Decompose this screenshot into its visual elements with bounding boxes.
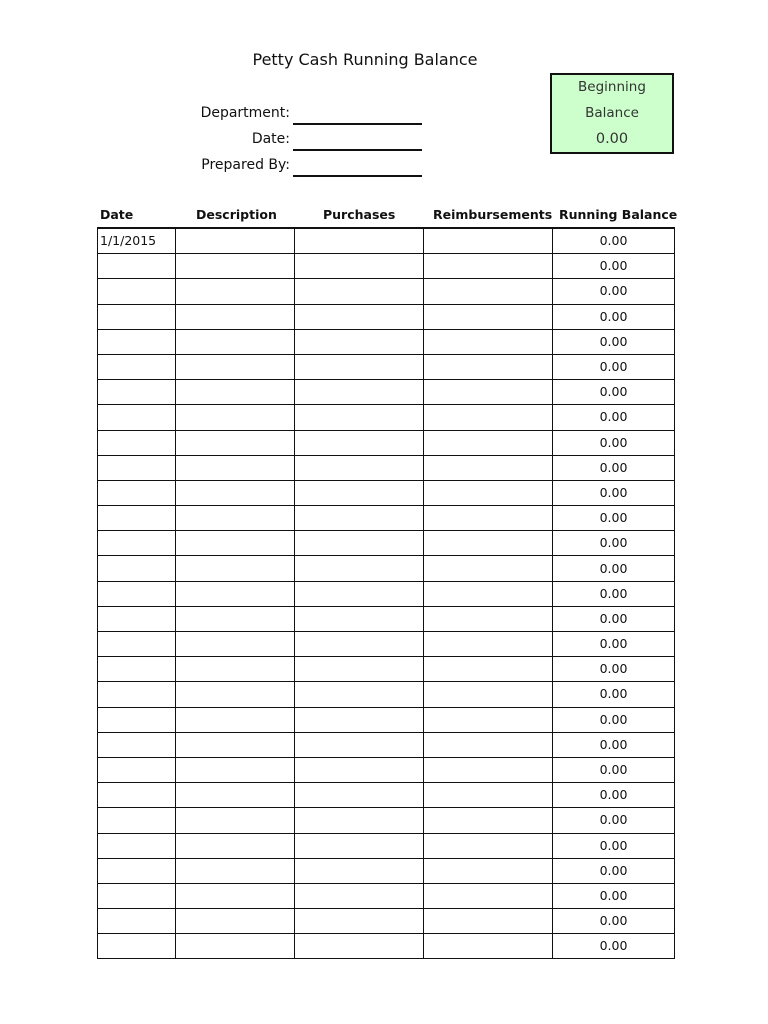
column-header-date: Date (100, 207, 134, 222)
running-balance-cell[interactable]: 0.00 (553, 506, 675, 531)
date-cell[interactable] (98, 909, 176, 934)
purchases-cell[interactable] (295, 556, 424, 581)
description-cell[interactable] (176, 757, 295, 782)
running-balance-cell[interactable]: 0.00 (553, 808, 675, 833)
purchases-cell[interactable] (295, 430, 424, 455)
reimbursements-cell[interactable] (424, 480, 553, 505)
reimbursements-cell[interactable] (424, 833, 553, 858)
description-cell[interactable] (176, 254, 295, 279)
reimbursements-cell[interactable] (424, 329, 553, 354)
description-cell[interactable] (176, 783, 295, 808)
reimbursements-cell[interactable] (424, 354, 553, 379)
reimbursements-cell[interactable] (424, 858, 553, 883)
purchases-cell[interactable] (295, 909, 424, 934)
purchases-cell[interactable] (295, 833, 424, 858)
beginning-balance-label-line1: Beginning (578, 79, 646, 95)
purchases-cell[interactable] (295, 808, 424, 833)
reimbursements-cell[interactable] (424, 430, 553, 455)
table-row (98, 732, 675, 757)
running-balance-cell[interactable]: 0.00 (553, 380, 675, 405)
purchases-cell[interactable] (295, 858, 424, 883)
running-balance-cell[interactable]: 0.00 (553, 909, 675, 934)
description-cell[interactable] (176, 657, 295, 682)
running-balance-cell[interactable]: 0.00 (553, 833, 675, 858)
date-cell[interactable] (98, 455, 176, 480)
table-row (98, 304, 675, 329)
purchases-cell[interactable] (295, 506, 424, 531)
description-cell[interactable] (176, 329, 295, 354)
running-balance-cell[interactable]: 0.00 (553, 329, 675, 354)
reimbursements-cell[interactable] (424, 455, 553, 480)
description-cell[interactable] (176, 632, 295, 657)
reimbursements-cell[interactable] (424, 757, 553, 782)
date-cell[interactable] (98, 934, 176, 959)
purchases-cell[interactable] (295, 304, 424, 329)
reimbursements-cell[interactable] (424, 279, 553, 304)
date-cell[interactable] (98, 354, 176, 379)
table-row (98, 228, 675, 254)
table-row (98, 279, 675, 304)
running-balance-cell[interactable]: 0.00 (553, 632, 675, 657)
table-row (98, 480, 675, 505)
date-field[interactable] (293, 149, 422, 151)
running-balance-cell[interactable]: 0.00 (553, 455, 675, 480)
date-cell[interactable] (98, 279, 176, 304)
purchases-cell[interactable] (295, 707, 424, 732)
date-cell[interactable] (98, 632, 176, 657)
purchases-cell[interactable] (295, 329, 424, 354)
date-label: Date: (251, 131, 290, 147)
running-balance-cell[interactable]: 0.00 (553, 228, 675, 254)
description-cell[interactable] (176, 531, 295, 556)
table-row (98, 657, 675, 682)
table-row (98, 833, 675, 858)
purchases-cell[interactable] (295, 405, 424, 430)
date-cell[interactable] (98, 430, 176, 455)
description-cell[interactable] (176, 480, 295, 505)
date-cell[interactable] (98, 606, 176, 631)
purchases-cell[interactable] (295, 480, 424, 505)
ledger-table (97, 227, 675, 959)
purchases-cell[interactable] (295, 606, 424, 631)
running-balance-cell[interactable]: 0.00 (553, 405, 675, 430)
table-row (98, 808, 675, 833)
description-cell[interactable] (176, 808, 295, 833)
purchases-cell[interactable] (295, 279, 424, 304)
description-cell[interactable] (176, 354, 295, 379)
description-cell[interactable] (176, 304, 295, 329)
table-row (98, 934, 675, 959)
description-cell[interactable] (176, 455, 295, 480)
date-cell[interactable] (98, 757, 176, 782)
running-balance-cell[interactable]: 0.00 (553, 606, 675, 631)
department-field[interactable] (293, 123, 422, 125)
table-row (98, 329, 675, 354)
description-cell[interactable] (176, 405, 295, 430)
date-cell[interactable] (98, 783, 176, 808)
reimbursements-cell[interactable] (424, 682, 553, 707)
description-cell[interactable] (176, 883, 295, 908)
description-cell[interactable] (176, 934, 295, 959)
description-cell[interactable] (176, 430, 295, 455)
reimbursements-cell[interactable] (424, 228, 553, 254)
description-cell[interactable] (176, 581, 295, 606)
table-row (98, 354, 675, 379)
reimbursements-cell[interactable] (424, 707, 553, 732)
reimbursements-cell[interactable] (424, 506, 553, 531)
beginning-balance-label-line2: Balance (585, 105, 639, 121)
purchases-cell[interactable] (295, 657, 424, 682)
table-row (98, 883, 675, 908)
beginning-balance-value[interactable]: 0.00 (595, 131, 629, 147)
date-cell[interactable] (98, 732, 176, 757)
running-balance-cell[interactable]: 0.00 (553, 783, 675, 808)
column-header-description: Description (196, 207, 277, 222)
department-label: Department: (200, 105, 290, 121)
date-cell[interactable] (98, 380, 176, 405)
column-header-running-balance: Running Balance (559, 207, 678, 222)
table-row (98, 405, 675, 430)
reimbursements-cell[interactable] (424, 934, 553, 959)
page-title: Petty Cash Running Balance (252, 50, 478, 69)
purchases-cell[interactable] (295, 380, 424, 405)
reimbursements-cell[interactable] (424, 783, 553, 808)
date-cell[interactable] (98, 883, 176, 908)
date-cell[interactable] (98, 808, 176, 833)
date-cell[interactable] (98, 833, 176, 858)
description-cell[interactable] (176, 682, 295, 707)
purchases-cell[interactable] (295, 228, 424, 254)
table-row (98, 581, 675, 606)
prepared-by-label: Prepared By: (201, 157, 290, 173)
table-row (98, 909, 675, 934)
purchases-cell[interactable] (295, 354, 424, 379)
table-row (98, 606, 675, 631)
purchases-cell[interactable] (295, 531, 424, 556)
date-cell[interactable] (98, 531, 176, 556)
running-balance-cell[interactable]: 0.00 (553, 934, 675, 959)
running-balance-cell[interactable]: 0.00 (553, 707, 675, 732)
description-cell[interactable] (176, 909, 295, 934)
running-balance-cell[interactable]: 0.00 (553, 757, 675, 782)
date-cell[interactable] (98, 858, 176, 883)
date-cell[interactable] (98, 254, 176, 279)
purchases-cell[interactable] (295, 883, 424, 908)
reimbursements-cell[interactable] (424, 556, 553, 581)
reimbursements-cell[interactable] (424, 632, 553, 657)
purchases-cell[interactable] (295, 732, 424, 757)
date-cell[interactable] (98, 304, 176, 329)
table-row (98, 556, 675, 581)
running-balance-cell[interactable]: 0.00 (553, 354, 675, 379)
running-balance-cell[interactable]: 0.00 (553, 279, 675, 304)
column-header-purchases: Purchases (323, 207, 396, 222)
reimbursements-cell[interactable] (424, 304, 553, 329)
table-row (98, 757, 675, 782)
running-balance-cell[interactable]: 0.00 (553, 732, 675, 757)
description-cell[interactable] (176, 380, 295, 405)
description-cell[interactable] (176, 858, 295, 883)
purchases-cell[interactable] (295, 783, 424, 808)
purchases-cell[interactable] (295, 581, 424, 606)
date-cell[interactable] (98, 707, 176, 732)
reimbursements-cell[interactable] (424, 254, 553, 279)
table-row (98, 707, 675, 732)
date-cell[interactable] (98, 657, 176, 682)
date-cell[interactable] (98, 506, 176, 531)
description-cell[interactable] (176, 279, 295, 304)
reimbursements-cell[interactable] (424, 606, 553, 631)
description-cell[interactable] (176, 556, 295, 581)
reimbursements-cell[interactable] (424, 883, 553, 908)
running-balance-cell[interactable]: 0.00 (553, 883, 675, 908)
reimbursements-cell[interactable] (424, 808, 553, 833)
column-header-reimbursements: Reimbursements (433, 207, 553, 222)
purchases-cell[interactable] (295, 934, 424, 959)
description-cell[interactable] (176, 732, 295, 757)
table-row (98, 783, 675, 808)
reimbursements-cell[interactable] (424, 531, 553, 556)
reimbursements-cell[interactable] (424, 380, 553, 405)
table-row (98, 430, 675, 455)
table-row (98, 380, 675, 405)
description-cell[interactable] (176, 833, 295, 858)
purchases-cell[interactable] (295, 632, 424, 657)
running-balance-cell[interactable]: 0.00 (553, 480, 675, 505)
running-balance-cell[interactable]: 0.00 (553, 682, 675, 707)
date-cell[interactable] (98, 480, 176, 505)
table-row (98, 506, 675, 531)
purchases-cell[interactable] (295, 455, 424, 480)
running-balance-cell[interactable]: 0.00 (553, 304, 675, 329)
description-cell[interactable] (176, 707, 295, 732)
reimbursements-cell[interactable] (424, 581, 553, 606)
reimbursements-cell[interactable] (424, 909, 553, 934)
running-balance-cell[interactable]: 0.00 (553, 581, 675, 606)
ledger-body (98, 228, 675, 959)
running-balance-cell[interactable]: 0.00 (553, 556, 675, 581)
date-cell[interactable]: 1/1/2015 (98, 228, 176, 254)
date-cell[interactable] (98, 405, 176, 430)
purchases-cell[interactable] (295, 682, 424, 707)
date-cell[interactable] (98, 556, 176, 581)
description-cell[interactable] (176, 606, 295, 631)
beginning-balance-box[interactable] (550, 73, 674, 154)
date-cell[interactable] (98, 329, 176, 354)
table-row (98, 531, 675, 556)
running-balance-cell[interactable]: 0.00 (553, 430, 675, 455)
description-cell[interactable] (176, 228, 295, 254)
running-balance-cell[interactable]: 0.00 (553, 531, 675, 556)
reimbursements-cell[interactable] (424, 657, 553, 682)
running-balance-cell[interactable]: 0.00 (553, 657, 675, 682)
table-row (98, 858, 675, 883)
running-balance-cell[interactable]: 0.00 (553, 254, 675, 279)
table-row (98, 632, 675, 657)
date-cell[interactable] (98, 682, 176, 707)
table-row (98, 254, 675, 279)
purchases-cell[interactable] (295, 254, 424, 279)
purchases-cell[interactable] (295, 757, 424, 782)
prepared-by-field[interactable] (293, 175, 422, 177)
date-cell[interactable] (98, 581, 176, 606)
reimbursements-cell[interactable] (424, 405, 553, 430)
running-balance-cell[interactable]: 0.00 (553, 858, 675, 883)
description-cell[interactable] (176, 506, 295, 531)
reimbursements-cell[interactable] (424, 732, 553, 757)
table-row (98, 455, 675, 480)
table-row (98, 682, 675, 707)
